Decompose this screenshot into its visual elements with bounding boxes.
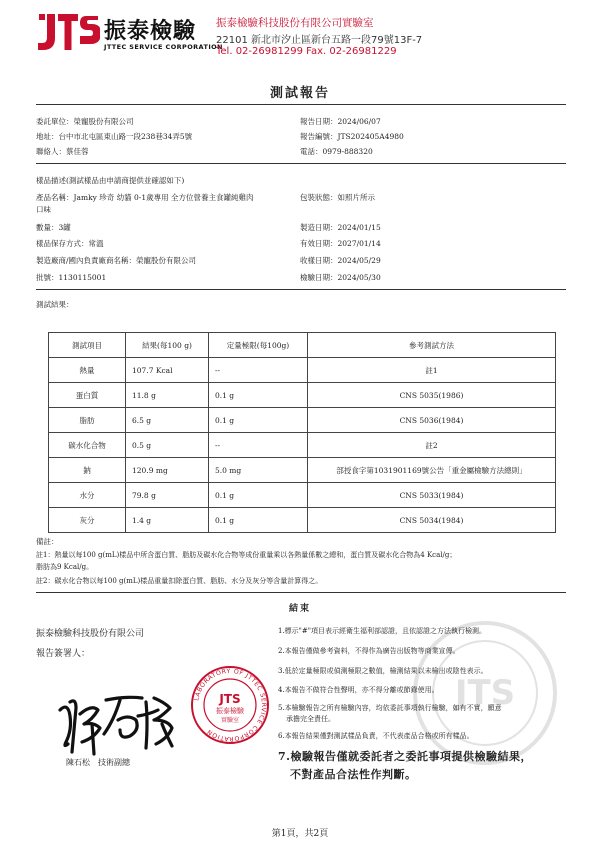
term-2: 2.本報告僅做參考資料，不得作為廣告出版物等商業宣傳。	[278, 647, 460, 655]
test-item: 熱量	[49, 358, 126, 383]
results-table	[48, 332, 556, 533]
result-value: 6.5 g	[126, 408, 209, 433]
product-name-cont: 口味	[36, 205, 51, 214]
table-row	[49, 358, 556, 383]
lab-address: 22101 新北市汐止區新台五路一段79號13F-7	[216, 35, 423, 46]
note-2: 註2：碳水化合物以每100 g(mL)樣品重量扣除蛋白質、脂肪、水分及灰分等含量計算得之。	[36, 577, 323, 585]
table-header-row	[49, 333, 556, 358]
receive-date: 收樣日期：2024/05/29	[300, 256, 381, 265]
quant-limit: 0.1 g	[209, 408, 308, 433]
test-date: 檢驗日期：2024/05/30	[300, 273, 381, 282]
phone: 電話：0979-888320	[300, 147, 373, 156]
header-result: 結果(每100 g)	[126, 333, 209, 358]
quant-limit: --	[209, 433, 308, 458]
batch-number: 批號：1130115001	[36, 273, 107, 282]
quant-limit: 0.1 g	[209, 383, 308, 408]
table-row	[49, 508, 556, 533]
seal-ring-text: LABORATORY OF JTTEC SERVICE CORPORATION	[193, 667, 268, 743]
test-item: 碳水化合物	[49, 433, 126, 458]
result-value: 107.7 Kcal	[126, 358, 209, 383]
quant-limit: 0.1 g	[209, 483, 308, 508]
table-row	[49, 433, 556, 458]
test-method: 註1	[308, 358, 556, 383]
signer-name: 陳石松 技術副總	[66, 758, 130, 767]
term-5: 5.本檢驗報告之所有檢驗內容，均依委託事項執行檢驗，如有不實，願意	[278, 704, 502, 712]
table-row	[49, 383, 556, 408]
seal-name: 振泰檢驗	[216, 707, 244, 715]
table-row	[49, 408, 556, 433]
table-row	[49, 458, 556, 483]
quantity: 數量：3罐	[36, 223, 71, 232]
expiry-date: 有效日期：2027/01/14	[300, 239, 381, 248]
quant-limit: 5.0 mg	[209, 458, 308, 483]
brand-name-cn: 振泰檢驗	[104, 19, 197, 44]
table-row	[49, 483, 556, 508]
manufacture-date: 製造日期：2024/01/15	[300, 223, 381, 232]
test-item: 灰分	[49, 508, 126, 533]
report-title: 測試報告	[269, 86, 330, 101]
result-value: 11.8 g	[126, 383, 209, 408]
seal-logo: JTS	[219, 692, 241, 706]
header-method: 參考測試方法	[308, 333, 556, 358]
term-6: 6.本報告結果僅對測試樣品負責，不代表產品合格或所有樣品。	[278, 732, 474, 740]
header-quant-limit: 定量極限(每100g)	[209, 333, 308, 358]
term-5-cont: 承擔完全責任。	[286, 715, 335, 723]
divider	[36, 592, 566, 593]
test-item: 水分	[49, 483, 126, 508]
result-value: 79.8 g	[126, 483, 209, 508]
jts-logo	[36, 12, 100, 54]
contact-person: 聯絡人：蔡佳蓉	[36, 147, 89, 156]
seal-subname: 實驗室	[220, 717, 240, 724]
brand-name-en: JTTEC SERVICE CORPORATION	[104, 43, 223, 51]
lab-name: 振泰檢驗科技股份有限公司實驗室	[216, 17, 374, 29]
page-number: 第1頁，共2頁	[271, 829, 329, 839]
quant-limit: --	[209, 358, 308, 383]
test-method: 部授食字第1031901169號公告「重金屬檢驗方法總則」	[308, 458, 556, 483]
test-item: 蛋白質	[49, 383, 126, 408]
report-number: 報告編號：JTS202405A4980	[300, 132, 404, 141]
client: 委託單位：榮寵股份有限公司	[36, 117, 134, 126]
end-marker: 結束	[288, 604, 311, 614]
note-1: 註1：熱量以每100 g(mL)樣品中所含蛋白質、脂肪及碳水化合物等成份重量乘以各熱量係數之總和，蛋白質及碳水化合物為4 Kcal/g；	[36, 551, 457, 559]
test-item: 脂肪	[49, 408, 126, 433]
result-value: 120.9 mg	[126, 458, 209, 483]
term-7-cont: 不對產品合法性作判斷。	[290, 768, 417, 781]
sample-description: 樣品描述(測試樣品由申請商提供並確認如下)	[36, 176, 185, 185]
manufacturer: 製造廠商/國內負責廠商名稱：榮寵股份有限公司	[36, 256, 197, 265]
note-1-cont: 脂肪為9 Kcal/g。	[36, 563, 94, 571]
notes-label: 備註：	[36, 537, 59, 546]
test-method: CNS 5034(1984)	[308, 508, 556, 533]
header-test-item: 測試項目	[49, 333, 126, 358]
test-method: 註2	[308, 433, 556, 458]
client-address: 地址：台中市北屯區東山路一段238巷34弄5號	[36, 132, 193, 141]
storage-method: 樣品保存方式：常溫	[36, 239, 104, 248]
divider	[36, 104, 566, 105]
product-name: 產品名稱：Jamky 珍奇 幼貓 0-1歲專用 全方位營養主食罐純雞肉	[36, 193, 254, 202]
term-4: 4.本報告不做符合性聲明，亦不得分離或節錄使用。	[278, 686, 439, 694]
results-label: 測試結果：	[36, 300, 74, 309]
term-1: 1.標示"#"項目表示經衛生福利部認證，且依認證之方法執行檢測。	[278, 627, 486, 635]
report-date: 報告日期：2024/06/07	[300, 117, 381, 126]
company-name: 振泰檢驗科技股份有限公司	[36, 629, 145, 639]
packaging: 包裝狀態：如照片所示	[300, 193, 375, 202]
test-method: CNS 5033(1984)	[308, 483, 556, 508]
result-value: 0.5 g	[126, 433, 209, 458]
term-3: 3.低於定量極限或偵測極限之數值，檢測結果以未檢出或陰性表示。	[278, 667, 488, 675]
lab-phone-fax: Tel. 02-26981299 Fax. 02-26981229	[216, 46, 397, 57]
signer-label: 報告簽署人：	[36, 649, 91, 659]
result-value: 1.4 g	[126, 508, 209, 533]
term-7: 7.檢驗報告僅就委託者之委託事項提供檢驗結果，	[278, 750, 532, 763]
test-item: 鈉	[49, 458, 126, 483]
watermark-logo: JTS	[454, 673, 516, 713]
quant-limit: 0.1 g	[209, 508, 308, 533]
divider	[36, 163, 566, 164]
divider	[36, 289, 566, 290]
test-method: CNS 5035(1986)	[308, 383, 556, 408]
lab-seal-stamp	[190, 665, 270, 745]
test-method: CNS 5036(1984)	[308, 408, 556, 433]
